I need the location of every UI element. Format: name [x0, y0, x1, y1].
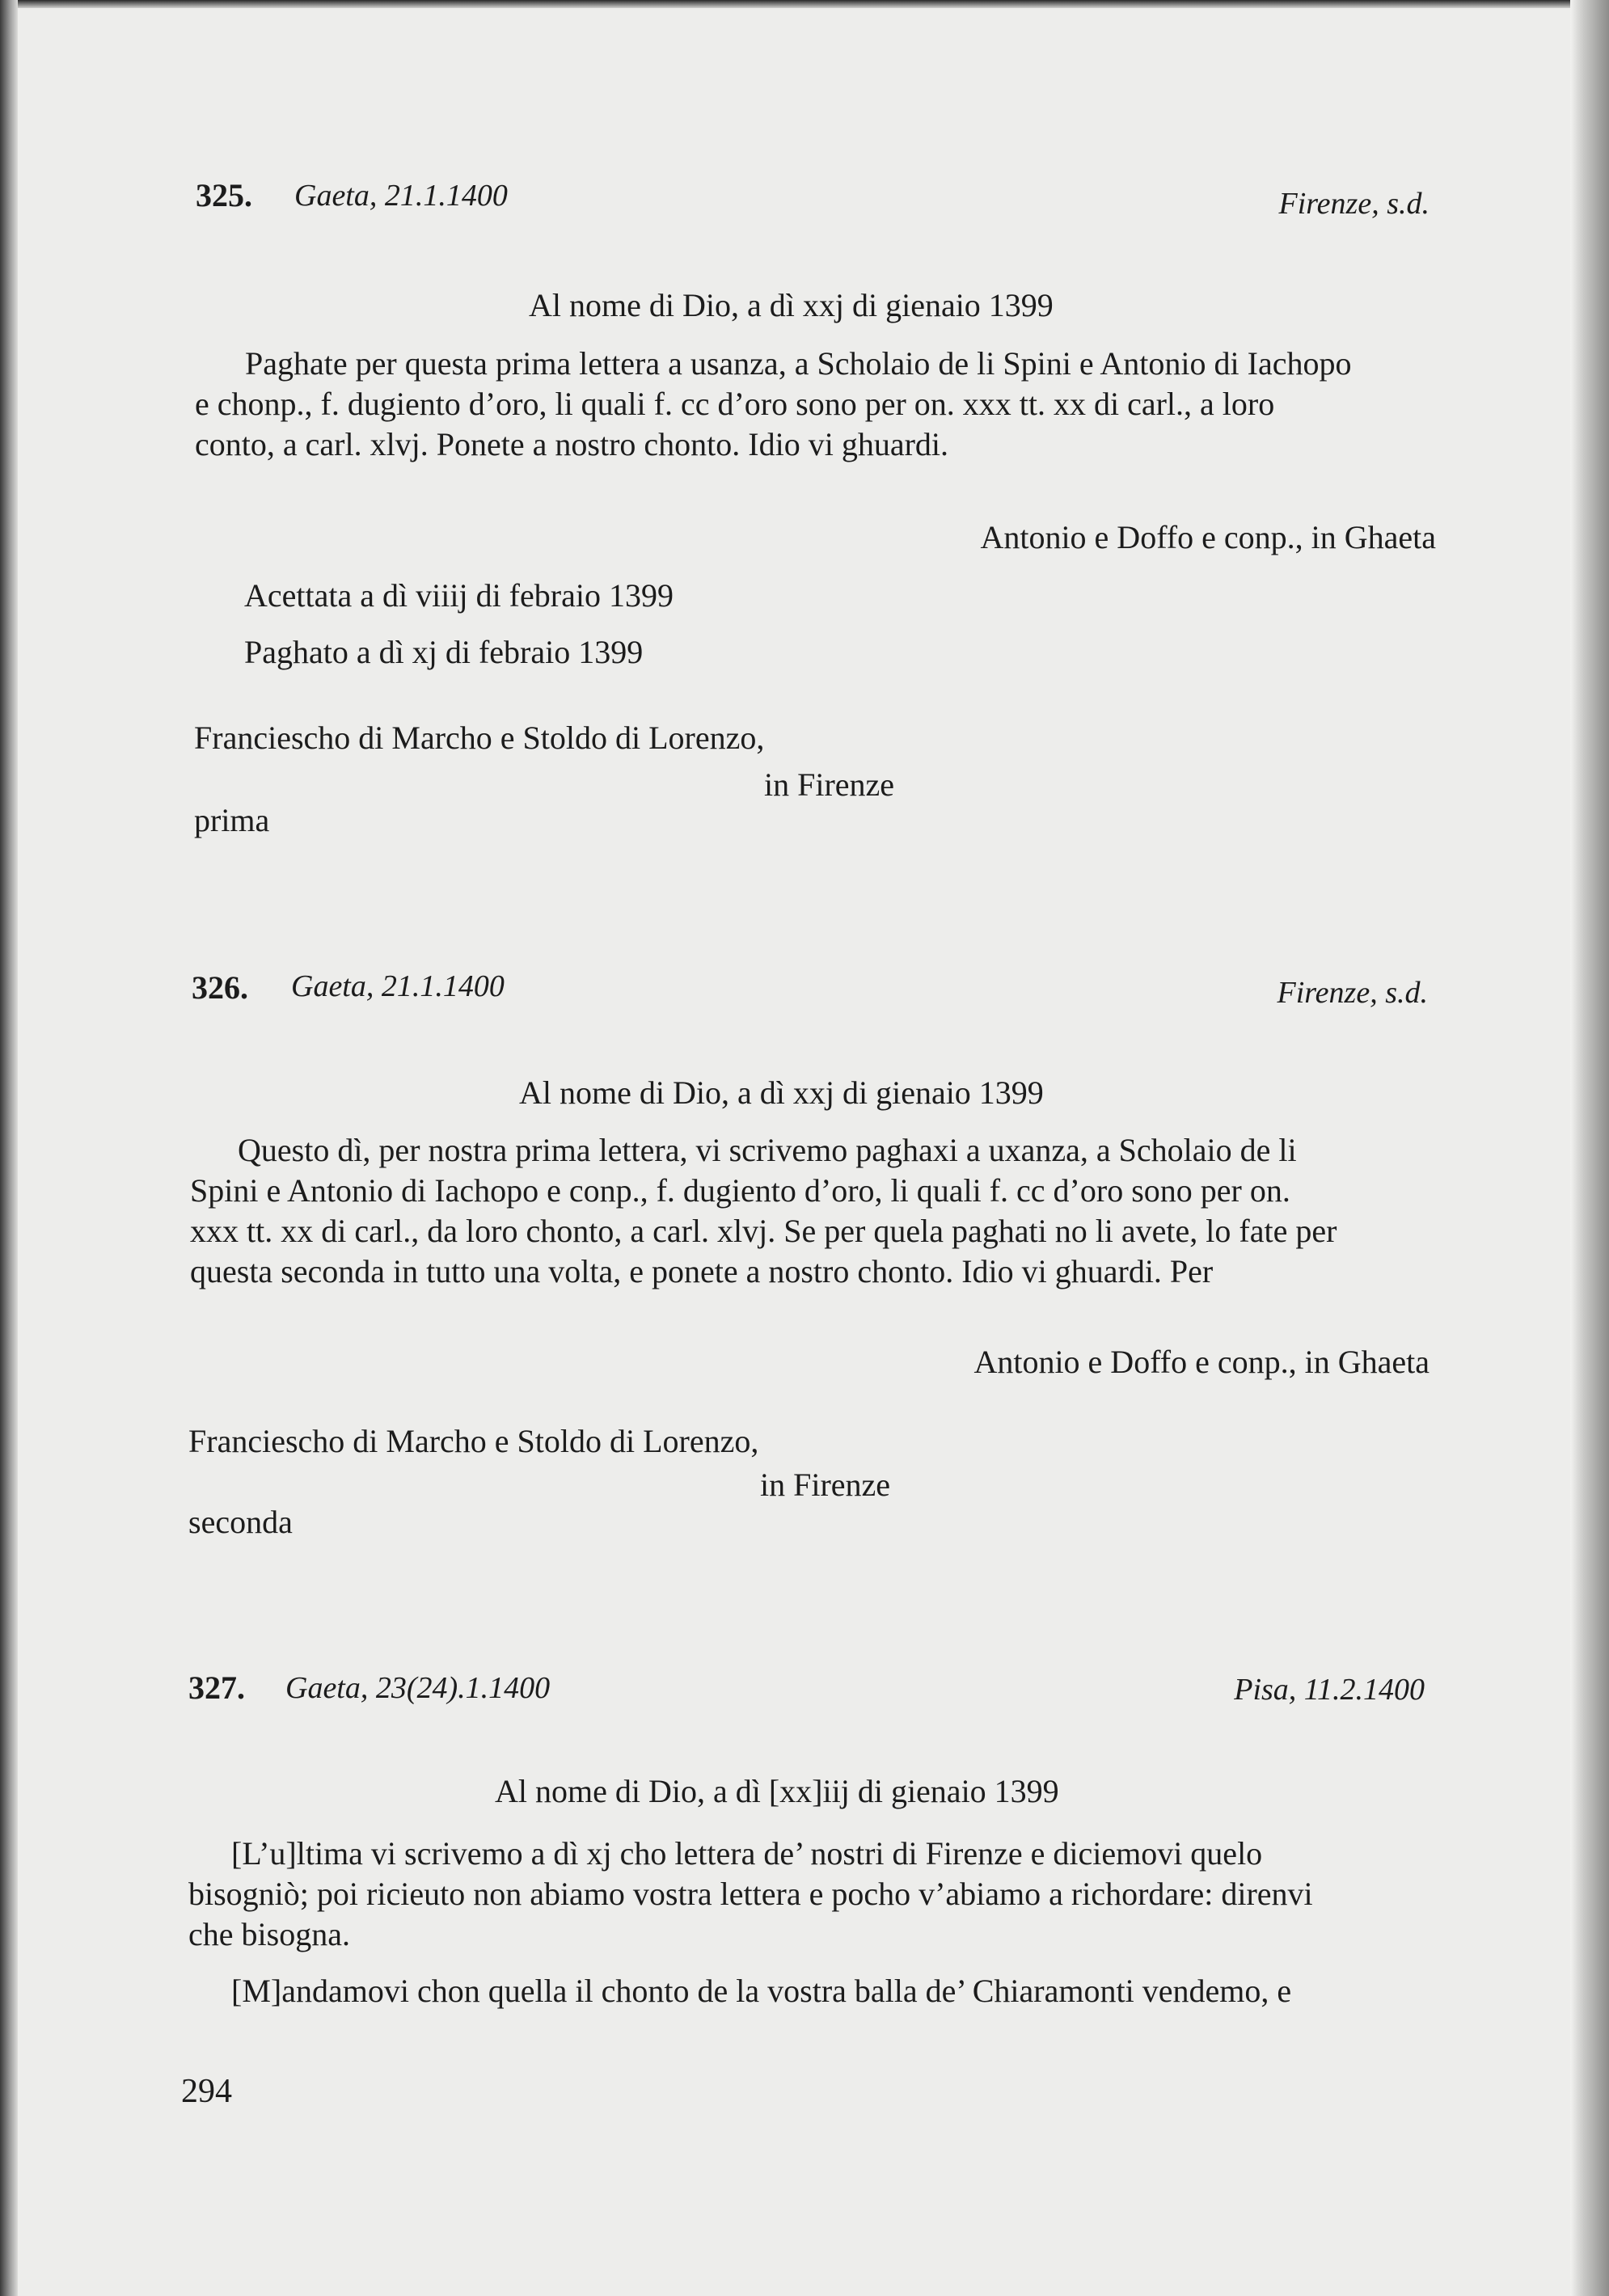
body-line: questa seconda in tutto una volta, e ponete a nostro chonto. Idio vi ghuardi. Per — [190, 1253, 1214, 1289]
letter-origin: Gaeta, 23(24).1.1400 — [285, 1671, 551, 1705]
letter-body — [190, 1130, 1431, 1292]
letter-destination: Firenze, s.d. — [1277, 976, 1428, 1010]
body-line: bisogniò; poi ricieuto non abiamo vostra lettera e pocho v’abiamo a richordare: direnvi — [188, 1876, 1313, 1912]
page-top-edge — [18, 0, 1570, 8]
body-line: che bisogna. — [188, 1916, 350, 1952]
letter-origin: Gaeta, 21.1.1400 — [291, 969, 505, 1003]
body-line: e chonp., f. dugiento d’oro, li quali f. cc d’oro sono per on. xxx tt. xx di carl., a loro — [195, 386, 1275, 422]
letter-body — [195, 344, 1437, 465]
page-number: 294 — [181, 2073, 232, 2110]
letter-body — [188, 1834, 1426, 2011]
payment-note: Paghato a dì xj di febraio 1399 — [244, 634, 644, 670]
letter-salutation: Al nome di Dio, a dì xxj di gienaio 1399 — [519, 1074, 1044, 1111]
address-name: Franciescho di Marcho e Stoldo di Lorenzo, — [194, 720, 765, 756]
address-place: in Firenze — [764, 766, 895, 803]
copy-label: seconda — [188, 1504, 293, 1540]
body-line: xxx tt. xx di carl., da loro chonto, a carl. xlvj. Se per quela paghati no li avete, lo fate per — [190, 1213, 1337, 1249]
letter-origin: Gaeta, 21.1.1400 — [294, 179, 508, 213]
letter-destination: Pisa, 11.2.1400 — [1234, 1673, 1425, 1707]
body-line: conto, a carl. xlvj. Ponete a nostro chonto. Idio vi ghuardi. — [195, 426, 949, 462]
address-place: in Firenze — [760, 1467, 891, 1503]
address-name: Franciescho di Marcho e Stoldo di Lorenzo, — [188, 1423, 759, 1459]
body-line: Questo dì, per nostra prima lettera, vi scrivemo paghaxi a uxanza, a Scholaio de li — [238, 1132, 1297, 1168]
letter-signature: Antonio e Doffo e conp., in Ghaeta — [980, 519, 1436, 555]
letter-number: 325. — [196, 177, 252, 213]
letter-salutation: Al nome di Dio, a dì [xx]iij di gienaio 1399 — [495, 1773, 1059, 1809]
copy-label: prima — [194, 802, 270, 838]
book-binding-shadow — [0, 0, 18, 2296]
letter-destination: Firenze, s.d. — [1278, 187, 1430, 221]
body-line: Paghate per questa prima lettera a usanza, a Scholaio de li Spini e Antonio di Iachopo — [245, 345, 1352, 382]
letter-salutation: Al nome di Dio, a dì xxj di gienaio 1399 — [529, 287, 1054, 323]
letter-number: 327. — [188, 1669, 245, 1706]
page-edge-right — [1570, 0, 1609, 2296]
body-line: [M]andamovi chon quella il chonto de la vostra balla de’ Chiaramonti vendemo, e — [231, 1973, 1292, 2009]
body-line: [L’u]ltima vi scrivemo a dì xj cho lettera de’ nostri di Firenze e diciemovi quelo — [231, 1835, 1263, 1872]
letter-number: 326. — [192, 969, 248, 1006]
letter-signature: Antonio e Doffo e conp., in Ghaeta — [973, 1344, 1430, 1380]
acceptance-note: Acettata a dì viiij di febraio 1399 — [244, 577, 674, 614]
body-line: Spini e Antonio di Iachopo e conp., f. dugiento d’oro, li quali f. cc d’oro sono per on. — [190, 1172, 1290, 1209]
